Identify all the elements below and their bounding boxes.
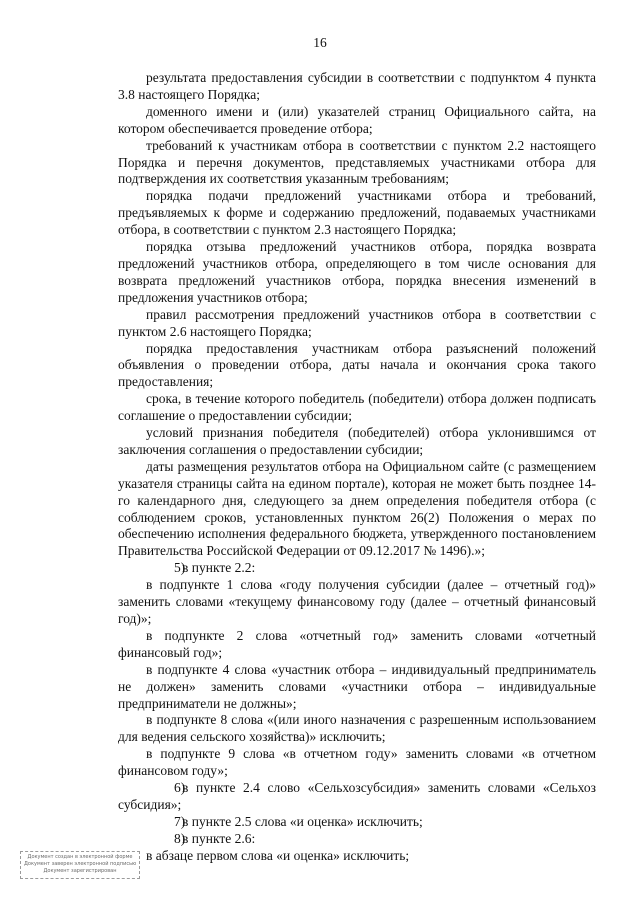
paragraph-text: доменного имени и (или) указателей страниц Официального сайта, на котором обеспечивается проведение отбора; <box>118 103 596 136</box>
item-number: 5) <box>174 560 186 576</box>
paragraph <box>118 662 596 713</box>
paragraph-text: порядка подачи предложений участниками отбора и требований, предъявляемых к форме и содержанию предложений, подаваемых участниками отбора, в соответствии с пунктом 2.3 настоящего Порядка; <box>118 188 596 238</box>
paragraph <box>118 628 596 662</box>
stamp-line: Документ заверен электронной подписью <box>24 861 136 867</box>
paragraph-text: в пункте 2.2: <box>182 560 256 576</box>
paragraph-text: в подпункте 9 слова «в отчетном году» заменить словами «в отчетном финансовом году»; <box>118 746 596 779</box>
paragraph-text: даты размещения результатов отбора на Официальном сайте (с размещением указателя страницы сайта на едином портале), которая не может быть позднее 14-го календарного дня, следующего за днем определения победителя отбора (с соблюдением сроков, установленных пунктом 26(2) Положения о мерах по обеспечению исполнения федерального бюджета, утвержденного постановлением Правительства Российской Федерации от 09.12.2017 № 1496).»; <box>118 458 596 559</box>
paragraph-text: срока, в течение которого победитель (победители) отбора должен подписать соглашение о предоставлении субсидии; <box>118 391 596 424</box>
paragraph-text: в подпункте 1 слова «году получения субсидии (далее – отчетный год)» заменить словами «текущему финансовому году (далее – отчетный финансовый год)»; <box>118 577 596 626</box>
paragraph-text: правил рассмотрения предложений участников отбора в соответствии с пунктом 2.6 настоящего Порядка; <box>118 306 596 339</box>
document-body <box>118 70 596 865</box>
paragraph-text: в подпункте 2 слова «отчетный год» заменить словами «отчетный финансовый год»; <box>118 627 596 660</box>
paragraph-text: в абзаце первом слова «и оценка» исключить; <box>146 847 410 863</box>
stamp-line: Документ создан в электронной форме <box>27 854 133 860</box>
paragraph <box>118 138 596 189</box>
paragraph <box>118 391 596 425</box>
paragraph-text: в пункте 2.6: <box>182 830 256 846</box>
paragraph-text: порядка отзыва предложений участников отбора, порядка возврата предложений участников отбора, определяющего в том числе основания для возврата предложений участников отбора, порядка внесения изменений в предложения участников отбора; <box>118 239 596 305</box>
item-number: 6) <box>174 780 186 796</box>
item-number: 7) <box>174 813 186 829</box>
numbered-paragraph <box>118 780 596 814</box>
paragraph <box>118 104 596 138</box>
paragraph-text: в подпункте 8 слова «(или иного назначения с разрешенным использованием для ведения сельского хозяйства)» исключить; <box>118 712 596 745</box>
paragraph <box>118 712 596 746</box>
paragraph <box>118 188 596 239</box>
paragraph-text: в пункте 2.5 слова «и оценка» исключить; <box>182 813 423 829</box>
paragraph-text: требований к участникам отбора в соответствии с пунктом 2.2 настоящего Порядка и перечня документов, представляемых участниками отбора для подтверждения их соответствия указанным требованиям; <box>118 137 596 187</box>
item-number: 8) <box>174 830 186 846</box>
stamp-line: Документ зарегистрирован <box>43 868 117 874</box>
page-number: 16 <box>313 35 327 50</box>
paragraph-text: в подпункте 4 слова «участник отбора – индивидуальный предприниматель не должен» заменить словами «участники отбора – индивидуальные предприниматели не должны»; <box>118 661 596 711</box>
paragraph <box>118 341 596 392</box>
numbered-paragraph <box>118 831 596 848</box>
paragraph <box>118 70 596 104</box>
paragraph <box>118 239 596 307</box>
paragraph-text: результата предоставления субсидии в соответствии с подпунктом 4 пункта 3.8 настоящего Порядка; <box>118 70 596 102</box>
paragraph <box>118 746 596 780</box>
paragraph-text: порядка предоставления участникам отбора разъяснений положений объявления о проведении отбора, даты начала и окончания срока такого предоставления; <box>118 340 596 390</box>
paragraph-text: в пункте 2.4 слово «Сельхозсубсидия» заменить словами «Сельхоз субсидия»; <box>118 780 596 812</box>
paragraph <box>118 459 596 560</box>
paragraph <box>118 307 596 341</box>
numbered-paragraph <box>118 560 596 577</box>
paragraph <box>118 848 596 865</box>
paragraph <box>118 577 596 628</box>
numbered-paragraph <box>118 814 596 831</box>
paragraph <box>118 425 596 459</box>
electronic-signature-stamp <box>20 851 140 879</box>
paragraph-text: условий признания победителя (победителей) отбора уклонившимся от заключения соглашения о предоставлении субсидии; <box>118 425 596 457</box>
